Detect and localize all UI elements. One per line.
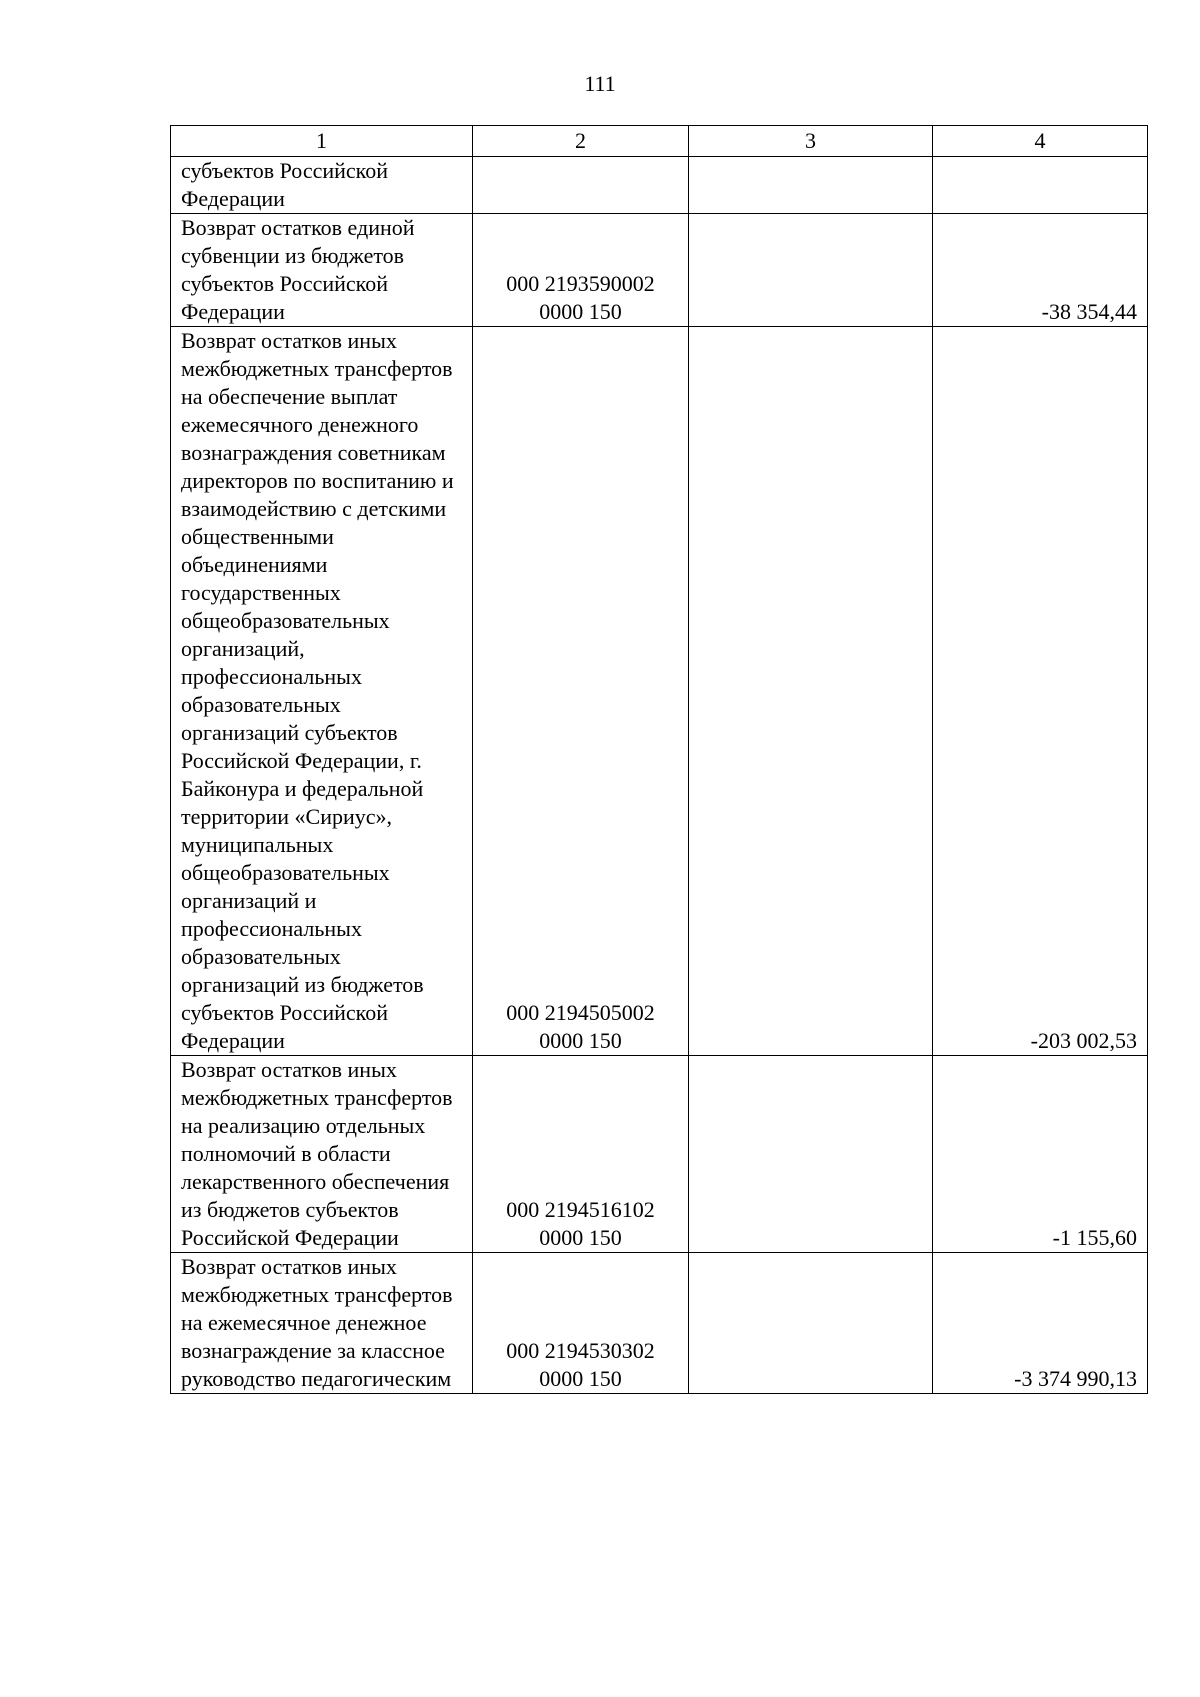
row-budget-code xyxy=(473,327,689,1056)
header-col-4: 4 xyxy=(933,126,1148,157)
header-col-2: 2 xyxy=(473,126,689,157)
table-header xyxy=(171,126,1148,157)
table-body xyxy=(171,157,1148,1394)
row-col-3 xyxy=(689,214,933,327)
row-description xyxy=(171,1056,473,1253)
table-row xyxy=(171,214,1148,327)
row-description xyxy=(171,157,473,214)
budget-code-line-2: 0000 150 xyxy=(539,1225,622,1250)
page-number: 111 xyxy=(584,71,616,96)
budget-code-line-2: 0000 150 xyxy=(539,1028,622,1053)
table-row xyxy=(171,327,1148,1056)
budget-code-line-1: 000 2194530302 xyxy=(506,1338,655,1363)
row-budget-code xyxy=(473,1056,689,1253)
row-description xyxy=(171,214,473,327)
table-row xyxy=(171,1253,1148,1394)
row-description-text: субъектов Российской Федерации xyxy=(181,158,389,211)
row-description-text: Возврат остатков иных межбюджетных трансфертов на ежемесячное денежное вознаграждение за классное руководство педагогическим xyxy=(181,1254,453,1391)
header-row xyxy=(171,126,1148,157)
row-col-3 xyxy=(689,1253,933,1394)
row-description-text: Возврат остатков единой субвенции из бюджетов субъектов Российской Федерации xyxy=(181,215,415,324)
row-col-3 xyxy=(689,157,933,214)
row-col-3 xyxy=(689,1056,933,1253)
row-description xyxy=(171,1253,473,1394)
row-amount: -38 354,44 xyxy=(933,214,1148,327)
row-description xyxy=(171,327,473,1056)
budget-code-line-2: 0000 150 xyxy=(539,299,622,324)
budget-code-line-1: 000 2193590002 xyxy=(506,271,655,296)
budget-code-line-2: 0000 150 xyxy=(539,1366,622,1391)
row-amount: -203 002,53 xyxy=(933,327,1148,1056)
row-amount xyxy=(933,157,1148,214)
row-amount: -3 374 990,13 xyxy=(933,1253,1148,1394)
header-col-1: 1 xyxy=(171,126,473,157)
budget-code-line-1: 000 2194505002 xyxy=(506,1000,655,1025)
row-budget-code xyxy=(473,157,689,214)
row-description-text: Возврат остатков иных межбюджетных трансфертов на обеспечение выплат ежемесячного денежного вознаграждения советникам директоров по воспитанию и взаимодействию с детскими общественными объединениями государственных общеобразовательных организаций, профессиональных образовательных организаций субъектов Российской Федерации, г. Байконура и федеральной территории «Сириус», муниципальных общеобразовательных организаций и профессиональных образовательных организаций из бюджетов субъектов Российской Федерации xyxy=(181,328,454,1053)
budget-table xyxy=(170,125,1148,1394)
row-budget-code xyxy=(473,1253,689,1394)
row-col-3 xyxy=(689,327,933,1056)
row-amount: -1 155,60 xyxy=(933,1056,1148,1253)
budget-code-line-1: 000 2194516102 xyxy=(506,1197,655,1222)
row-budget-code xyxy=(473,214,689,327)
header-col-3: 3 xyxy=(689,126,933,157)
table-row xyxy=(171,1056,1148,1253)
row-description-text: Возврат остатков иных межбюджетных трансфертов на реализацию отдельных полномочий в области лекарственного обеспечения из бюджетов субъектов Российской Федерации xyxy=(181,1057,453,1250)
table-row xyxy=(171,157,1148,214)
